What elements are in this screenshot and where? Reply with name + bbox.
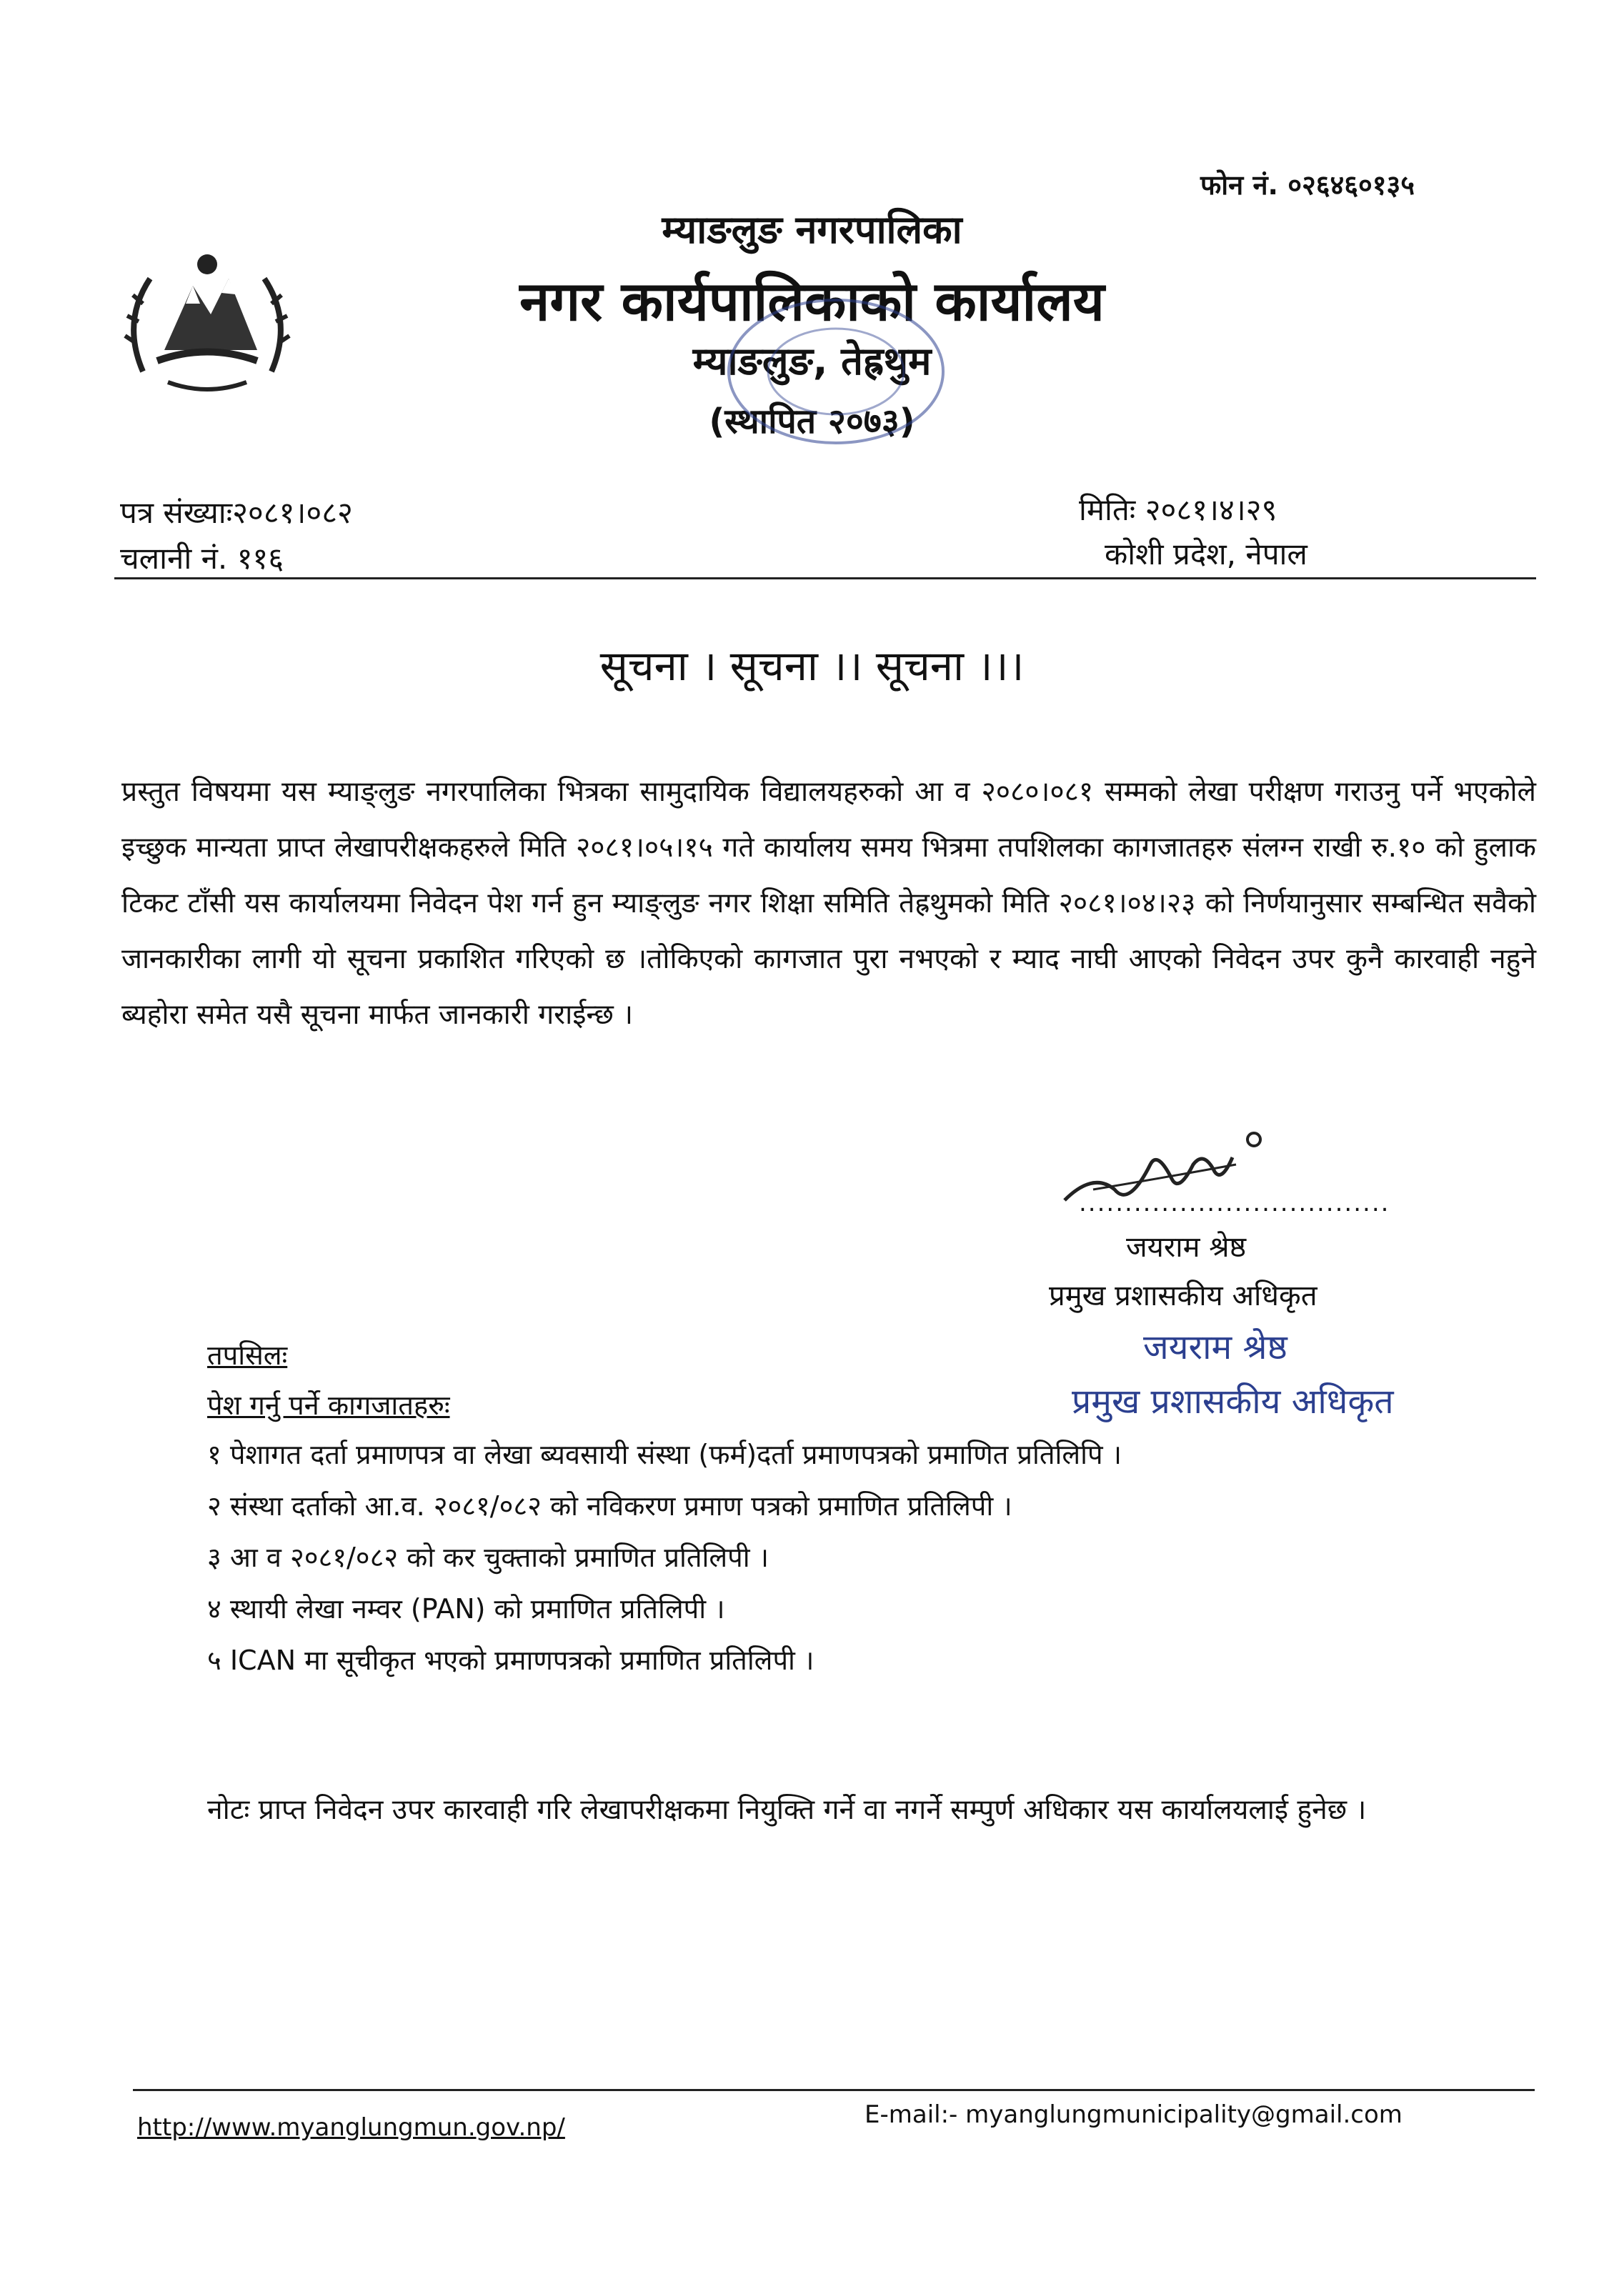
signature-line: .................................. <box>1079 1189 1390 1217</box>
municipality-name: म्याङलुङ नगरपालिका <box>662 207 962 252</box>
list-item: १ पेशागत दर्ता प्रमाणपत्र वा लेखा ब्यवसायी संस्था (फर्म)दर्ता प्रमाणपत्रको प्रमाणित प्रतिलिपि । <box>207 1439 1122 1470</box>
letter-location: कोशी प्रदेश, नेपाल <box>1105 537 1307 572</box>
notice-title: सूचना । सूचना ।। सूचना ।।। <box>599 642 1025 690</box>
letter-date: मितिः २०८१।४।२९ <box>1079 492 1277 527</box>
office-stamp-icon <box>714 286 957 457</box>
website-link[interactable]: http://www.myanglungmun.gov.np/ <box>137 2113 565 2142</box>
dispatch-number: चलानी नं. ११६ <box>120 541 284 576</box>
footer-divider <box>133 2089 1535 2091</box>
list-item: ४ स्थायी लेखा नम्वर (PAN) को प्रमाणित प्रतिलिपी । <box>207 1593 725 1625</box>
established-year: (स्थापित २०७३) <box>709 402 915 442</box>
documents-list <box>207 1429 1122 1686</box>
header-divider <box>114 577 1536 579</box>
notice-body: प्रस्तुत विषयमा यस म्याङ्लुङ नगरपालिका भित्रका सामुदायिक विद्यालयहरुको आ व २०८०।०८१ सम्मको लेखा परीक्षण गराउनु पर्ने भएकोले इच्छुक मान्यता प्राप्त लेखापरीक्षकहरुले मिति २०८१।०५।१५ गते कार्यालय समय भित्रमा तपशिलका कागजातहरु संलग्न राखी रु.१० को हुलाक टिकट टाँसी यस कार्यालयमा निवेदन पेश गर्न हुन म्याङ्लुङ नगर शिक्षा समिति तेह्रथुमको मिति २०८१।०४।२३ को निर्णयानुसार सम्बन्धित सवैको जानकारीका लागी यो सूचना प्रकाशित गरिएको छ ।तोकिएको कागजात पुरा नभएको र म्याद नाघी आएको निवेदन उपर कुनै कारवाही नहुने ब्यहोरा समेत यसै सूचना मार्फत जानकारी गराईन्छ । <box>121 776 1536 1031</box>
documents-heading: पेश गर्नु पर्ने कागजातहरुः <box>207 1390 450 1421</box>
office-name: नगर कार्यपालिकाको कार्यालय <box>519 269 1105 333</box>
phone-number: फोन नं. ०२६४६०१३५ <box>1200 169 1415 201</box>
list-item: २ संस्था दर्ताको आ.व. २०८१/०८२ को नविकरण प्रमाण पत्रको प्रमाणित प्रतिलिपी । <box>207 1490 1012 1522</box>
signer-title: प्रमुख प्रशासकीय अधिकृत <box>1049 1280 1317 1312</box>
note-text: नोटः प्राप्त निवेदन उपर कारवाही गरि लेखापरीक्षकमा नियुक्ति गर्ने वा नगर्ने सम्पुर्ण अधिकार यस कार्यालयलाई हुनेछ । <box>207 1794 1367 1826</box>
schedule-heading: तपसिलः <box>207 1340 288 1371</box>
list-item: ३ आ व २०८१/०८२ को कर चुक्ताको प्रमाणित प्रतिलिपी । <box>207 1542 769 1573</box>
list-item: ५ ICAN मा सूचीकृत भएको प्रमाणपत्रको प्रमाणित प्रतिलिपी । <box>207 1645 815 1676</box>
office-location: म्याङलुङ, तेह्रथुम <box>692 339 932 384</box>
name-stamp: जयराम श्रेष्ठ <box>1143 1327 1287 1367</box>
title-stamp: प्रमुख प्रशासकीय अधिकृत <box>1072 1382 1394 1422</box>
signer-name: जयराम श्रेष्ठ <box>1126 1231 1247 1264</box>
letter-number: पत्र संख्याः२०८१।०८२ <box>120 495 353 530</box>
email-address[interactable]: E-mail:- myanglungmunicipality@gmail.com <box>865 2100 1403 2129</box>
